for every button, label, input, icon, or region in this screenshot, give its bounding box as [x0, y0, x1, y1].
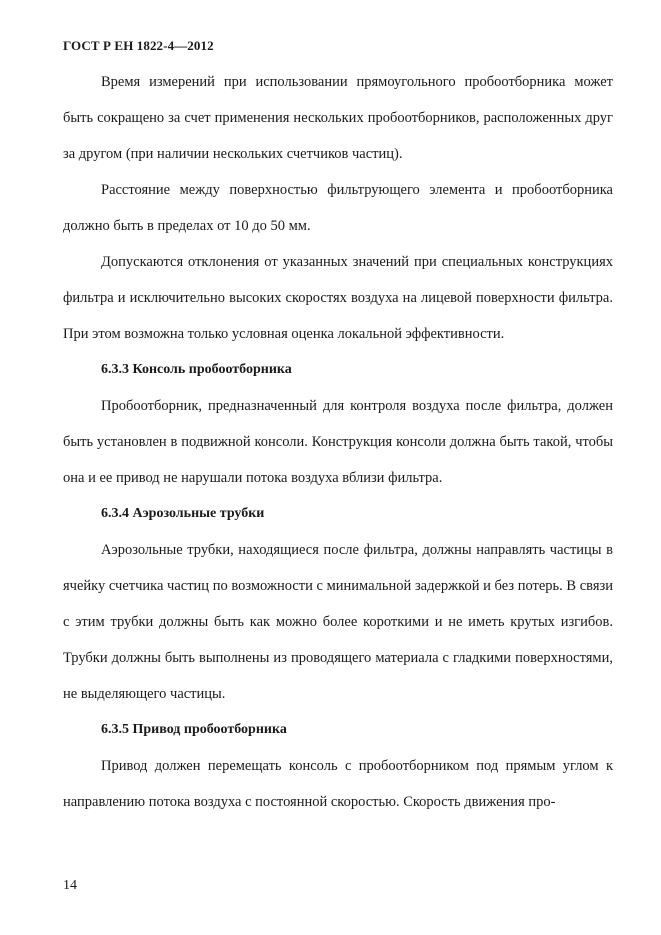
document-body [63, 64, 613, 820]
section-heading-6-3-5: 6.3.5 Привод пробоотборника [101, 722, 287, 737]
standard-code-header: ГОСТ Р ЕН 1822-4—2012 [63, 38, 214, 53]
paragraph-measurement-time: Время измерений при использовании прямоугольного пробоотборника может быть сокращено за счет применения нескольких пробоотборников, расположенных друг за другом (при наличии нескольких счетчиков частиц). [63, 74, 613, 162]
paragraph-probe-distance: Расстояние между поверхностью фильтрующего элемента и пробоотборника должно быть в пределах от 10 до 50 мм. [63, 182, 613, 234]
section-heading-6-3-3: 6.3.3 Консоль пробоотборника [101, 362, 292, 377]
paragraph-deviations: Допускаются отклонения от указанных значений при специальных конструкциях фильтра и исключительно высоких скоростях воздуха на лицевой поверхности фильтра. При этом возможна только условная оценка локальной эффективности. [63, 254, 613, 342]
paragraph-aerosol-tubes: Аэрозольные трубки, находящиеся после фильтра, должны направлять частицы в ячейку счетчика частиц по возможности с минимальной задержкой и без потерь. В связи с этим трубки должны быть как можно более короткими и не иметь крутых изгибов. Трубки должны быть выполнены из проводящего материала с гладкими поверхностями, не выделяющего частицы. [63, 542, 613, 702]
paragraph-probe-console: Пробоотборник, предназначенный для контроля воздуха после фильтра, должен быть установлен в подвижной консоли. Конструкция консоли должна быть такой, чтобы она и ее привод не нарушали потока воздуха вблизи фильтра. [63, 398, 613, 486]
paragraph-probe-drive: Привод должен перемещать консоль с пробоотборником под прямым углом к направлению потока воздуха с постоянной скоростью. Скорость движения про- [63, 758, 613, 810]
page-number: 14 [63, 878, 77, 893]
section-heading-6-3-4: 6.3.4 Аэрозольные трубки [101, 506, 265, 521]
